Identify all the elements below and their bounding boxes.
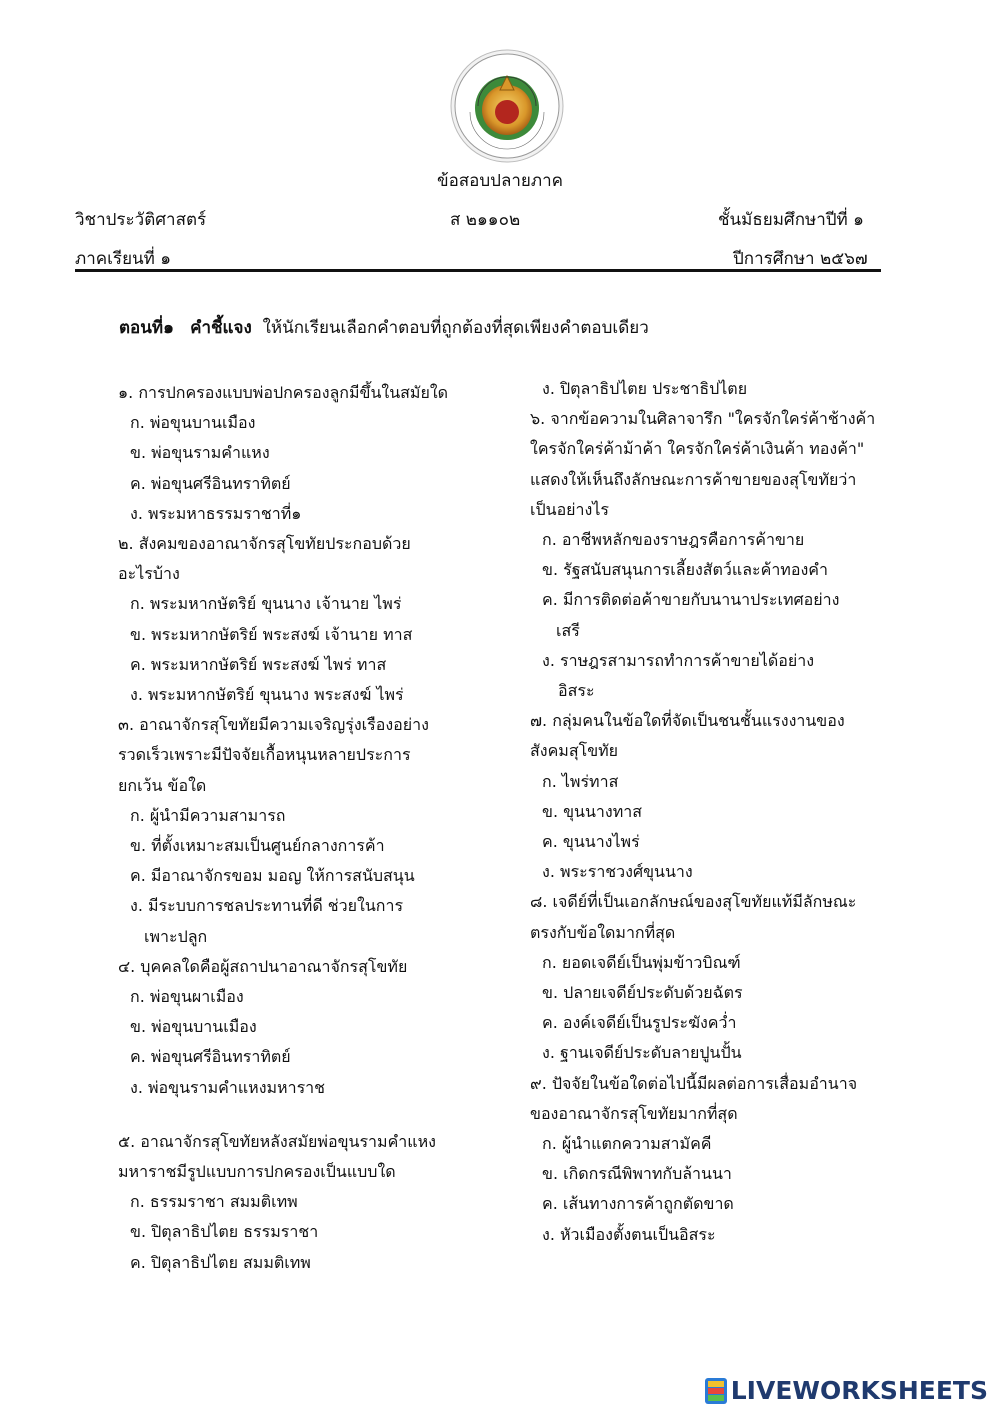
instruction-text: ให้นักเรียนเลือกคำตอบที่ถูกต้องที่สุดเพียงคำตอบเดียว [262, 318, 649, 338]
question-7-cont: สังคมสุโขทัย [530, 741, 619, 761]
academic-year: ปีการศึกษา ๒๕๖๗ [733, 249, 868, 269]
option: ข. ขุนนางทาส [542, 801, 643, 821]
option: ง. พระราชวงศ์ขุนนาง [542, 862, 693, 882]
option-cont: อิสระ [558, 681, 595, 701]
live-badge-icon [705, 1378, 727, 1404]
question-8: ๘. เจดีย์ที่เป็นเอกลักษณ์ของสุโขทัยแท้มีลักษณะ [530, 892, 857, 912]
instruction-label: คำชี้แจง [190, 318, 252, 338]
option: ก. อาชีพหลักของราษฎรคือการค้าขาย [542, 530, 805, 550]
subject-label: วิชาประวัติศาสตร์ [75, 210, 207, 230]
spacer [118, 1103, 488, 1127]
option: ข. ปลายเจดีย์ประดับด้วยฉัตร [542, 983, 743, 1003]
liveworksheets-logo[interactable] [705, 1376, 988, 1405]
question-column-right [530, 374, 910, 1250]
option: ก. พระมหากษัตริย์ ขุนนาง เจ้านาย ไพร่ [130, 594, 402, 614]
option: ง. มีระบบการชลประทานที่ดี ช่วยในการ [130, 896, 404, 916]
option: ข. พ่อขุนรามคำแหง [130, 443, 270, 463]
option: ข. พระมหากษัตริย์ พระสงฆ์ เจ้านาย ทาส [130, 624, 413, 644]
option: ก. ธรรมราชา สมมติเทพ [130, 1192, 298, 1212]
option: ก. ยอดเจดีย์เป็นพุ่มข้าวบิณฑ์ [542, 952, 741, 972]
option: ง. พระมหากษัตริย์ ขุนนาง พระสงฆ์ ไพร่ [130, 685, 404, 705]
option: ค. ปิตุลาธิปไตย สมมติเทพ [130, 1252, 311, 1272]
exam-title: ข้อสอบปลายภาค [436, 171, 564, 191]
option-cont: เพาะปลูก [144, 926, 208, 946]
option: ก. ไพร่ทาส [542, 771, 619, 791]
option: ค. ขุนนางไพร่ [542, 832, 640, 852]
option: ค. เส้นทางการค้าถูกตัดขาด [542, 1194, 734, 1214]
instructions [119, 314, 649, 341]
question-6: ๖. จากข้อความในศิลาจารึก "ใครจักใคร่ค้าช้างค้า [530, 409, 876, 429]
question-9: ๙. ปัจจัยในข้อใดต่อไปนี้มีผลต่อการเสื่อมอำนาจ [530, 1073, 858, 1093]
question-7: ๗. กลุ่มคนในข้อใดที่จัดเป็นชนชั้นแรงงานของ [530, 711, 845, 731]
header-divider [75, 269, 881, 272]
question-column-left [118, 378, 488, 1278]
option: ค. องค์เจดีย์เป็นรูประฆังคว่ำ [542, 1013, 737, 1033]
option: ก. พ่อขุนบานเมือง [130, 413, 256, 433]
question-3-cont: ยกเว้น ข้อใด [118, 775, 207, 795]
option: ง. พ่อขุนรามคำแหงมหาราช [130, 1077, 326, 1097]
subject-code: ส ๒๑๑๐๒ [450, 210, 521, 230]
option: ข. ที่ตั้งเหมาะสมเป็นศูนย์กลางการค้า [130, 836, 385, 856]
semester-label: ภาคเรียนที่ ๑ [75, 249, 172, 269]
option: ค. พ่อขุนศรีอินทราทิตย์ [130, 473, 291, 493]
question-4: ๔. บุคคลใดคือผู้สถาปนาอาณาจักรสุโขทัย [118, 956, 408, 976]
question-5-cont: มหาราชมีรูปแบบการปกครองเป็นแบบใด [118, 1162, 396, 1182]
question-1: ๑. การปกครองแบบพ่อปกครองลูกมีขึ้นในสมัยใด [118, 383, 449, 402]
option: ค. พ่อขุนศรีอินทราทิตย์ [130, 1047, 291, 1067]
option: ก. ผู้นำแตกความสามัคคี [542, 1134, 712, 1154]
question-5: ๕. อาณาจักรสุโขทัยหลังสมัยพ่อขุนรามคำแหง [118, 1131, 436, 1151]
option: ค. พระมหากษัตริย์ พระสงฆ์ ไพร่ ทาส [130, 654, 387, 674]
option: ง. ฐานเจดีย์ประดับลายปูนปั้น [542, 1043, 742, 1063]
question-3-cont: รวดเร็วเพราะมีปัจจัยเกื้อหนุนหลายประการ [118, 745, 411, 765]
option: ค. มีอาณาจักรขอม มอญ ให้การสนับสนุน [130, 866, 415, 886]
school-logo [448, 46, 566, 164]
question-6-cont: แสดงให้เห็นถึงลักษณะการค้าขายของสุโขทัยว่า [530, 469, 857, 489]
option: ก. ผู้นำมีความสามารถ [130, 805, 286, 825]
question-8-cont: ตรงกับข้อใดมากที่สุด [530, 922, 676, 942]
question-9-cont: ของอาณาจักรสุโขทัยมากที่สุด [530, 1103, 738, 1123]
option: ง. ราษฎรสามารถทำการค้าขายได้อย่าง [542, 650, 815, 670]
option-cont: เสรี [556, 620, 580, 640]
option: ค. มีการติดต่อค้าขายกับนานาประเทศอย่าง [542, 590, 840, 610]
part-label: ตอนที่๑ [119, 318, 174, 338]
grade-label: ชั้นมัธยมศึกษาปีที่ ๑ [718, 210, 864, 230]
question-6-cont: ใครจักใคร่ค้าม้าค้า ใครจักใคร่ค้าเงินค้า ทองค้า" [530, 439, 865, 459]
brand-text: LIVEWORKSHEETS [730, 1376, 988, 1405]
option: ข. รัฐสนับสนุนการเลี้ยงสัตว์และค้าทองคำ [542, 560, 828, 580]
option: ข. ปิตุลาธิปไตย ธรรมราชา [130, 1222, 319, 1242]
option: ง. หัวเมืองตั้งตนเป็นอิสระ [542, 1224, 716, 1244]
question-2: ๒. สังคมของอาณาจักรสุโขทัยประกอบด้วย [118, 534, 411, 554]
question-6-cont: เป็นอย่างไร [530, 499, 609, 519]
option: ข. เกิดกรณีพิพาทกับล้านนา [542, 1164, 732, 1184]
option: ก. พ่อขุนผาเมือง [130, 987, 244, 1007]
option: ง. พระมหาธรรมราชาที่๑ [130, 503, 302, 523]
question-2-cont: อะไรบ้าง [118, 564, 180, 584]
option: ง. ปิตุลาธิปไตย ประชาธิปไตย [542, 379, 748, 398]
question-3: ๓. อาณาจักรสุโขทัยมีความเจริญรุ่งเรืองอย่าง [118, 715, 429, 735]
option: ข. พ่อขุนบานเมือง [130, 1017, 257, 1037]
